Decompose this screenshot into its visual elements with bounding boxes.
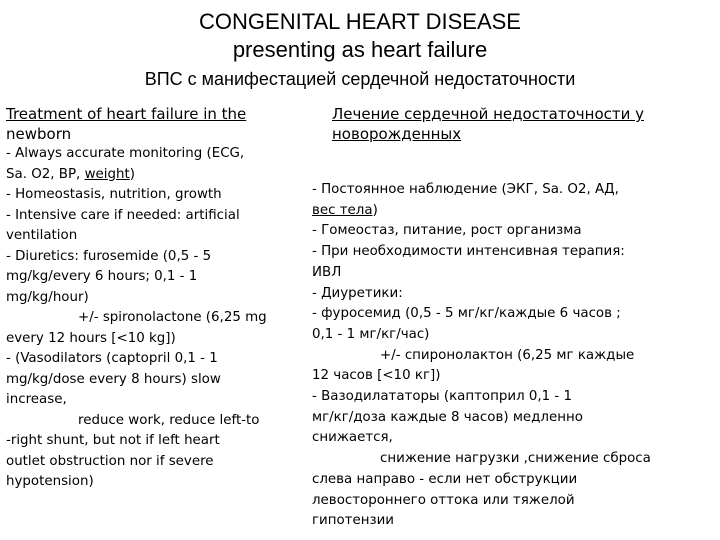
english-line: reduce work, reduce left-to xyxy=(78,412,260,428)
english-line: - Intensive care if needed: artificial xyxy=(6,207,240,223)
english-line: every 12 hours [<10 kg]) xyxy=(6,330,176,346)
english-line: outlet obstruction nor if severe xyxy=(6,453,214,469)
english-line: - Homeostasis, nutrition, growth xyxy=(6,187,222,202)
english-column xyxy=(6,104,296,493)
russian-heading-line-2: новорожденных xyxy=(332,125,462,143)
russian-line: - Вазодилататоры (каптоприл 0,1 - 1 xyxy=(312,389,573,405)
english-line: +/- spironolactone (6,25 mg xyxy=(78,310,267,325)
english-heading-line-2: newborn xyxy=(6,125,72,143)
russian-line: снижение нагрузки ,снижение сброса xyxy=(380,451,651,467)
russian-heading xyxy=(312,104,712,144)
russian-line-underlined: вес тела xyxy=(312,202,373,218)
russian-line: - фуросемид (0,5 - 5 мг/кг/каждые 6 часов ; xyxy=(312,306,621,322)
russian-line: мг/кг/доза каждые 8 часов) медленно xyxy=(312,409,583,425)
russian-line: 12 часов [<10 кг]) xyxy=(312,368,441,384)
slide-title xyxy=(0,8,720,64)
english-line: ventilation xyxy=(6,228,78,243)
russian-line: ИВЛ xyxy=(312,264,342,280)
title-line-1: CONGENITAL HEART DISEASE xyxy=(199,9,521,34)
slide-subtitle: ВПС с манифестацией сердечной недостаточности xyxy=(144,69,576,89)
russian-line: слева направо - если нет обструкции xyxy=(312,471,578,487)
english-line-part: Sa. O2, BP, xyxy=(6,166,85,182)
english-line: mg/kg/dose every 8 hours) slow xyxy=(6,371,221,387)
english-line: - Always accurate monitoring (ECG, xyxy=(6,146,245,161)
russian-line: - При необходимости интенсивная терапия: xyxy=(312,244,625,260)
russian-line: снижается, xyxy=(312,430,393,446)
russian-line: 0,1 - 1 мг/кг/час) xyxy=(312,326,430,342)
english-line: hypotension) xyxy=(6,474,94,489)
russian-line xyxy=(312,201,712,222)
russian-line: - Постоянное наблюдение (ЭКГ, Sa. O2, АД, xyxy=(312,182,619,197)
russian-column xyxy=(312,104,712,532)
title-line-2: presenting as heart failure xyxy=(232,37,488,62)
russian-line-part: ) xyxy=(372,202,378,218)
russian-line: гипотензии xyxy=(312,513,395,529)
english-line: mg/kg/every 6 hours; 0,1 - 1 xyxy=(6,269,198,284)
russian-body xyxy=(312,180,712,532)
english-line: - (Vasodilators (captopril 0,1 - 1 xyxy=(6,351,218,366)
english-heading-line-1: Treatment of heart failure in the xyxy=(6,105,247,123)
russian-line: - Диуретики: xyxy=(312,285,403,301)
english-line: - Diuretics: furosemide (0,5 - 5 xyxy=(6,248,212,264)
english-line xyxy=(6,165,296,186)
english-line-underlined: weight xyxy=(84,166,130,182)
english-line: -right shunt, but not if left heart xyxy=(6,433,220,448)
russian-line: левостороннего оттока или тяжелой xyxy=(312,492,575,508)
russian-line: - Гомеостаз, питание, рост организма xyxy=(312,223,582,239)
english-line: mg/kg/hour) xyxy=(6,289,89,305)
english-line-part: ) xyxy=(129,166,135,182)
english-line: increase, xyxy=(6,392,67,407)
russian-heading-line-1: Лечение сердечной недостаточности у xyxy=(332,105,645,123)
english-heading xyxy=(6,104,296,144)
russian-line: +/- спиронолактон (6,25 мг каждые xyxy=(380,347,635,363)
english-body xyxy=(6,144,296,493)
